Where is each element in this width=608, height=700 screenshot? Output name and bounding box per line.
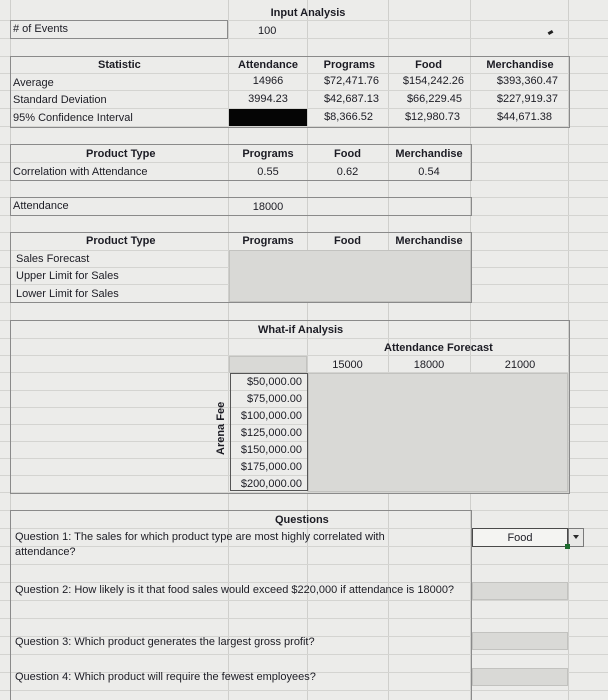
corr-programs[interactable]: 0.55	[257, 166, 279, 178]
fee-50000[interactable]: $50,000.00	[246, 376, 302, 388]
question-1: Question 1: The sales for which product type are most highly correlated with attendance?	[15, 531, 385, 558]
correlation-product-type: Product Type	[86, 148, 156, 160]
fee-150000[interactable]: $150,000.00	[240, 444, 302, 456]
selection-handle[interactable]	[565, 544, 570, 549]
upper-limit-label: Upper Limit for Sales	[16, 270, 119, 282]
cursor-mark	[548, 30, 554, 35]
ci-programs[interactable]: $8,366.52	[324, 111, 373, 123]
sales-forecast-label: Sales Forecast	[16, 253, 90, 265]
lower-limit-label: Lower Limit for Sales	[16, 288, 119, 300]
whatif-result-cells[interactable]	[308, 373, 568, 492]
fee-125000[interactable]: $125,000.00	[240, 427, 302, 439]
answer-1-dropdown[interactable]	[568, 528, 584, 547]
std-programs[interactable]: $42,687.13	[323, 93, 379, 105]
row-ci-label: 95% Confidence Interval	[13, 112, 133, 124]
average-attendance[interactable]: 14966	[252, 75, 284, 87]
average-programs[interactable]: $72,471.76	[323, 75, 379, 87]
chevron-down-icon	[569, 529, 583, 546]
row-average-label: Average	[13, 77, 54, 89]
average-food[interactable]: $154,242.26	[402, 75, 464, 87]
answer-4-cell[interactable]	[472, 668, 568, 686]
fee-200000[interactable]: $200,000.00	[240, 478, 302, 490]
fee-75000[interactable]: $75,000.00	[246, 393, 302, 405]
question-4: Question 4: Which product will require the fewest employees?	[15, 671, 316, 683]
std-merchandise[interactable]: $227,919.37	[496, 93, 558, 105]
average-merchandise[interactable]: $393,360.47	[496, 75, 558, 87]
answer-1-value: Food	[507, 532, 533, 544]
corr-merchandise[interactable]: 0.54	[418, 166, 440, 178]
std-attendance[interactable]: 3994.23	[248, 93, 288, 105]
forecast-col-food: Food	[334, 235, 361, 247]
std-food[interactable]: $66,229.45	[406, 93, 462, 105]
ci-merchandise[interactable]: $44,671.38	[496, 111, 552, 123]
corr-col-food: Food	[334, 148, 361, 160]
arena-fee-label: Arena Fee	[215, 401, 227, 455]
attendance-value[interactable]: 18000	[252, 201, 284, 213]
attendance-forecast-label: Attendance Forecast	[384, 342, 493, 354]
corr-food[interactable]: 0.62	[336, 166, 359, 178]
events-value[interactable]: 100	[258, 25, 277, 37]
whatif-title: What-if Analysis	[258, 324, 344, 336]
whatif-corner-cell[interactable]	[229, 356, 307, 373]
forecast-col-merchandise: Merchandise	[395, 235, 463, 247]
fee-175000[interactable]: $175,000.00	[240, 461, 302, 473]
col-food: Food	[415, 59, 442, 71]
forecast-input-cells[interactable]	[229, 250, 471, 302]
attendance-level-15000: 15000	[332, 359, 363, 371]
attendance-level-18000: 18000	[413, 359, 445, 371]
ci-food[interactable]: $12,980.73	[404, 111, 460, 123]
forecast-col-programs: Programs	[242, 235, 294, 247]
question-2: Question 2: How likely is it that food sales would exceed $220,000 if attendance is 18000?	[15, 584, 455, 596]
col-merchandise: Merchandise	[486, 59, 554, 71]
answer-2-cell[interactable]	[472, 582, 568, 600]
attendance-level-21000: 21000	[504, 359, 536, 371]
attendance-label: Attendance	[13, 200, 69, 212]
answer-3-cell[interactable]	[472, 632, 568, 650]
ci-attendance-blank[interactable]	[229, 109, 307, 126]
corr-col-merchandise: Merchandise	[395, 148, 463, 160]
question-3: Question 3: Which product generates the largest gross profit?	[15, 636, 315, 648]
row-std-label: Standard Deviation	[13, 94, 107, 106]
col-attendance: Attendance	[238, 59, 298, 71]
corr-col-programs: Programs	[242, 148, 294, 160]
fee-100000[interactable]: $100,000.00	[240, 410, 302, 422]
statistic-header: Statistic	[98, 59, 141, 71]
input-analysis-title: Input Analysis	[270, 7, 346, 19]
forecast-product-type: Product Type	[86, 235, 156, 247]
events-label: # of Events	[13, 23, 69, 35]
correlation-row-label: Correlation with Attendance	[13, 166, 148, 178]
col-programs: Programs	[323, 59, 375, 71]
questions-title: Questions	[275, 514, 329, 526]
